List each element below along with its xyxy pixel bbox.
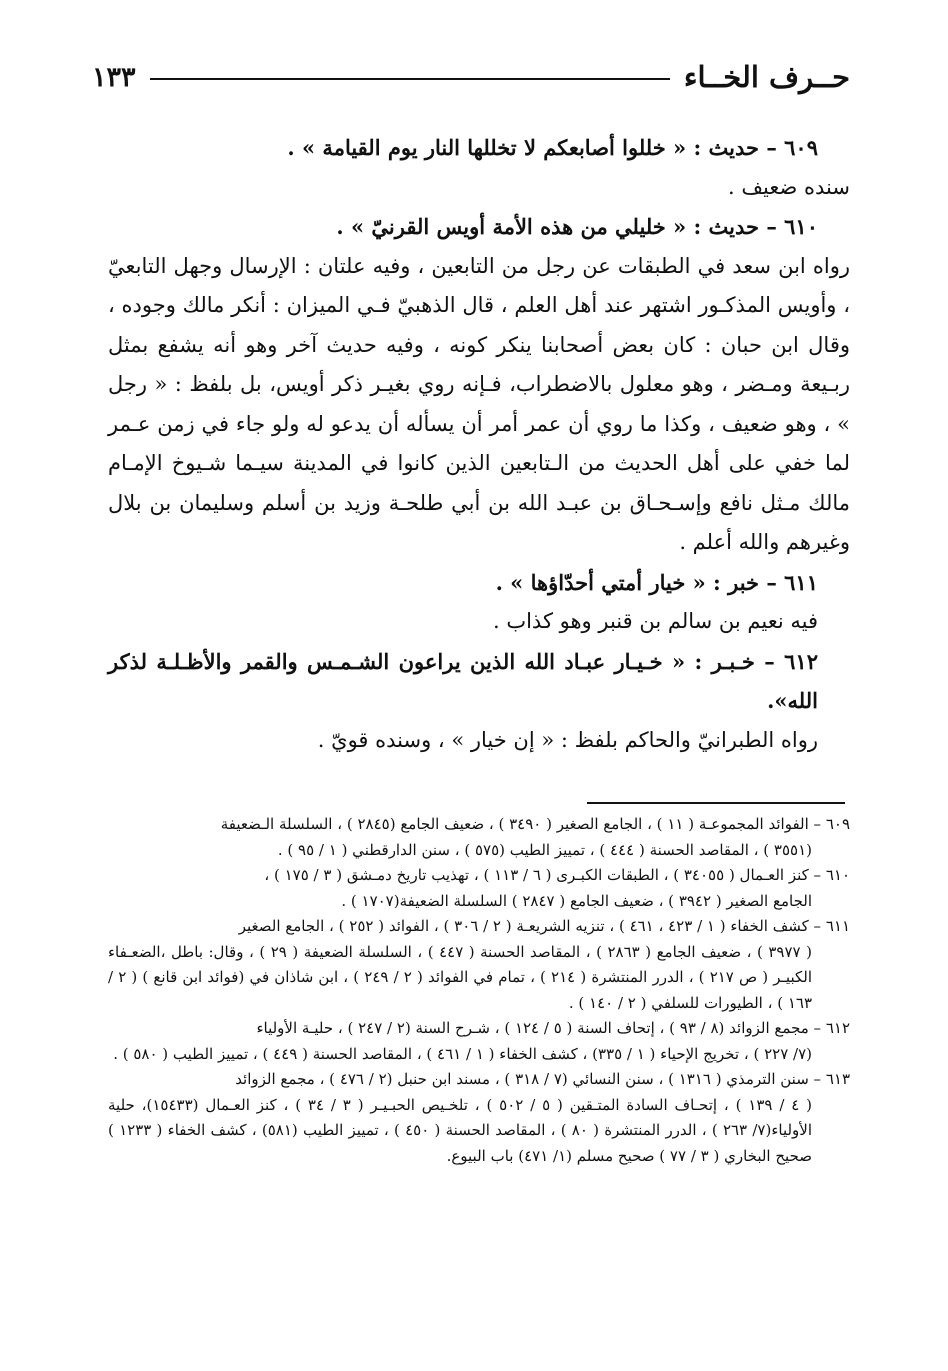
footnote-611-cont: ( ٣٩٧٧ ) ، ضعيف الجامع ( ٢٨٦٣ ) ، المقاصد الحسنة ( ٤٤٧ ) ، السلسلة الضعيفة ( ٢٩ ) ، وقال: باطل ،الضعـفاء الكبيـر ( ص ٢١٧ ) ، الدرر المنتشرة ( ٢١٤ ) ، تمام في الفوائد ( ٢ / ٢٤٩ ) ، ابن شاذان في (فوائد ابن قانع ) ( ٢ / ١٦٣ ) ، الطيورات للسلفي ( ٢ / ١٤٠ ) .: [108, 942, 813, 1012]
hadith-609: ٦٠٩ – حديث : « خللوا أصابعكم لا تخللها النار يوم القيامة » .: [287, 135, 818, 160]
footnote-613-line: ٦١٣ – سنن الترمذي ( ١٣١٦ ) ، سنن النسائي (٧ / ٣١٨ ) ، مسند ابن حنبل (٢ / ٤٧٦ ) ، مجمع الزوائد: [235, 1070, 850, 1088]
running-header: [92, 60, 850, 94]
main-text: [108, 128, 850, 760]
footnote-609-line: ٦٠٩ – الفوائد المجموعـة ( ١١ ) ، الجامع الصغير ( ٣٤٩٠ ) ، ضعيف الجامع (٢٨٤٥ ) ، السلسلة الـضعيفة: [220, 815, 850, 833]
chapter-title: حــرف الخــاء: [683, 60, 850, 94]
comment-611: فيه نعيم بن سالم بن قنبر وهو كذاب .: [492, 609, 818, 633]
comment-612: رواه الطبرانيّ والحاكم بلفظ : « إن خيار » ، وسنده قويّ .: [317, 727, 818, 752]
hadith-611: ٦١١ – خبر : « خيار أمتي أحدّاؤها » .: [495, 569, 818, 595]
hadith-612: ٦١٢ – خـبـر : « خـيـار عبـاد الله الذين يراعون الشـمـس والقمر والأظـلـة لذكر الله».: [108, 648, 818, 713]
footnote-611-line: ٦١١ – كشف الخفاء ( ١ / ٤٢٣ ، ٤٦١ ) ، تنزيه الشريعـة ( ٢ / ٣٠٦ ) ، الفوائد ( ٢٥٢ ) ، الجامع الصغير: [238, 917, 850, 935]
footnotes: [108, 812, 850, 1169]
header-rule: [150, 78, 670, 80]
page-number: ١٣٣: [92, 61, 136, 93]
comment-610: رواه ابن سعد في الطبقات عن رجل من التابعين ، وفيه علتان : الإرسال وجهل التابعيّ ، وأويس المذكـور اشتهر عند أهل العلم ، قال الذهبيّ فـي الميزان : أنكر مالك وجوده ، وقال ابن حبان : كان بعض أصحابنا ينكر كونه ، وفيه حديث آخر وهو أنه يشفع بمثل ربـيعة ومـضر ، وهو معلول بالاضطراب، فـإنه روي بغيـر ذكر أويس، بل بلفظ : « رجل » ، وهو ضعيف ، وكذا ما روي أن عمر أمر أن يسأله أن يدعو له ولو جاء في زمن عـمر لما خفي على أهل الحديث من الـتابعين الذين كانوا في المدينة سيـما شـيوخ الإمـام مالك مـثل نافع وإسـحـاق بن عبـد الله بن أبي طلحـة وزيد بن أسلم وسليمان بن بلال وغيرهم والله أعلم .: [108, 253, 850, 554]
footnote-610-cont: الجامع الصغير ( ٣٩٤٢ ) ، ضعيف الجامع ( ٢٨٤٧ ) السلسلة الضعيفة(١٧٠٧ ) .: [341, 891, 812, 910]
hadith-610: ٦١٠ – حديث : « خليلي من هذه الأمة أويس القرنيّ » .: [336, 214, 818, 239]
comment-609: سنده ضعيف .: [727, 174, 850, 199]
footnote-610-line: ٦١٠ – كنز العـمال ( ٣٤٠٥٥ ) ، الطبقات الكبـرى ( ٦ / ١١٣ ) ، تهذيب تاريخ دمـشق ( ٣ / ١٧٥ ) ،: [264, 866, 850, 884]
footnote-612-line: ٦١٢ – مجمع الزوائد (٨ / ٩٣ ) ، إتحاف السنة ( ٥ / ١٢٤ ) ، شـرح السنة (٢ / ٢٤٧ ) ، حليـة الأولياء: [256, 1019, 850, 1037]
footnote-613-cont: ( ٤ / ١٣٩ ) ، إتحـاف السادة المتـقين ( ٥ / ٥٠٢ ) ، تلخـيص الحبـيـر ( ٣ / ٣٤ ) ، كنز العـمال (١٥٤٣٣)، حلية الأولياء(٧/ ٢٦٣ ) ، الدرر المنتشرة ( ٨٠ ) ، المقاصد الحسنة ( ٤٥٠ ) ، تمييز الطيب (٥٨١) ، كشف الخفاء ( ١٢٣٣ ) صحيح البخاري ( ٣ / ٧٧ ) صحيح مسلم (١/ ٤٧١) باب البيوع.: [108, 1095, 813, 1165]
footnote-separator: [587, 802, 845, 804]
footnote-612-cont: (٧/ ٢٢٧ ) ، تخريج الإحياء ( ١ / ٣٣٥) ، كشف الخفاء ( ١ / ٤٦١ ) ، المقاصد الحسنة ( ٤٤٩ ) ، تمييز الطيب ( ٥٨٠ ) .: [113, 1044, 812, 1063]
footnote-609-cont: (٣٥٥١ ) ، المقاصد الحسنة ( ٤٤٤ ) ، تمييز الطيب (٥٧٥ ) ، سنن الدارقطني ( ١ / ٩٥ ) .: [277, 840, 812, 859]
